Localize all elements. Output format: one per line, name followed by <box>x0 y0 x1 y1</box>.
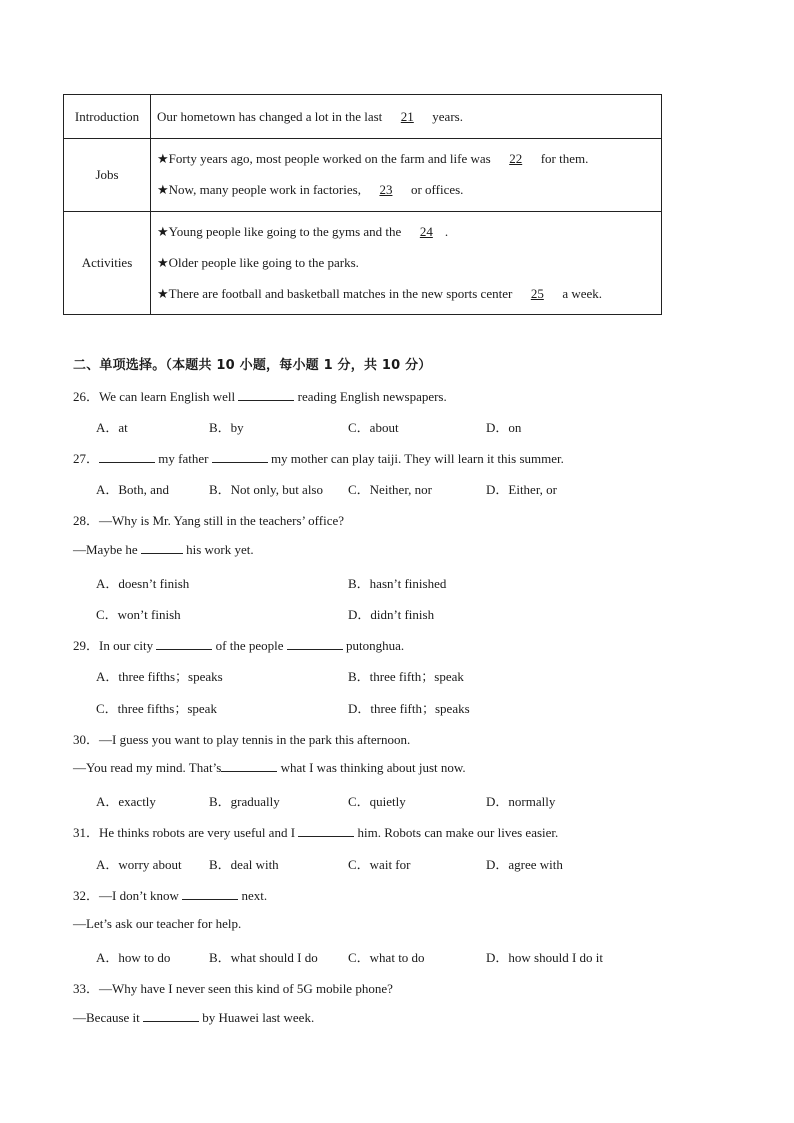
line-text: . <box>444 224 449 239</box>
option-d: D．three fifth；speaks <box>348 701 470 716</box>
option-a: A．exactly <box>96 794 156 809</box>
line-text: Our hometown has changed a lot in the last <box>157 109 383 124</box>
stem-text: what I was thinking about just now. <box>280 760 466 775</box>
answer-blank <box>182 889 238 900</box>
table-line <box>157 286 602 302</box>
stem-text: putonghua. <box>346 638 405 653</box>
answer-blank <box>141 543 183 554</box>
blank-23: 23 <box>379 182 393 197</box>
option-d: D．normally <box>486 794 556 809</box>
option-b: B．hasn’t finished <box>348 576 447 591</box>
stem-text: of the people <box>215 638 284 653</box>
question-26-stem <box>73 386 447 405</box>
line-text: years. <box>432 109 463 124</box>
blank-22: 22 <box>509 151 523 166</box>
line-text: ★Young people like going to the gyms and the <box>157 224 402 239</box>
answer-blank <box>298 826 354 837</box>
stem-text: 27． <box>73 451 100 466</box>
line-text: ★Now, many people work in factories, <box>157 182 361 197</box>
question-33-line2 <box>73 1010 314 1026</box>
stem-text: my mother can play taiji. They will learn it this summer. <box>270 451 564 466</box>
stem-text: him. Robots can make our lives easier. <box>357 825 559 840</box>
option-b: B．Not only, but also <box>209 482 323 497</box>
option-d: D．on <box>486 420 522 435</box>
question-29-stem <box>73 635 404 654</box>
stem-text: 31．He thinks robots are very useful and I <box>73 825 296 840</box>
question-27-stem <box>73 448 564 467</box>
stem-text: reading English newspapers. <box>297 389 447 404</box>
answer-blank <box>287 639 343 650</box>
option-c: C．what to do <box>348 950 425 965</box>
option-b: B．gradually <box>209 794 280 809</box>
stem-text: 32．—I don’t know <box>73 888 179 903</box>
option-a: A．Both, and <box>96 482 169 497</box>
table-line <box>157 224 448 240</box>
answer-blank <box>143 1011 199 1022</box>
stem-text: —Maybe he <box>73 542 138 557</box>
option-b: B．what should I do <box>209 950 318 965</box>
option-c: C．about <box>348 420 399 435</box>
table-line <box>157 255 359 271</box>
option-b: B．three fifth；speak <box>348 669 464 684</box>
line-text: ★There are football and basketball matches in the new sports center <box>157 286 513 301</box>
info-table <box>63 94 662 315</box>
option-c: C．three fifths；speak <box>96 701 217 716</box>
question-32-line1 <box>73 885 267 904</box>
option-c: C．wait for <box>348 857 411 872</box>
answer-blank <box>156 639 212 650</box>
option-a: A．three fifths；speaks <box>96 669 223 684</box>
option-c: C．won’t finish <box>96 607 181 622</box>
answer-blank <box>221 761 277 772</box>
line-text: ★Older people like going to the parks. <box>157 255 359 270</box>
blank-25: 25 <box>530 286 544 301</box>
answer-blank <box>99 452 155 463</box>
stem-text: next. <box>241 888 268 903</box>
stem-text: by Huawei last week. <box>202 1010 315 1025</box>
option-c: C．quietly <box>348 794 406 809</box>
line-text: a week. <box>562 286 603 301</box>
option-d: D．didn’t finish <box>348 607 435 622</box>
question-28-line2 <box>73 542 254 558</box>
option-a: A．at <box>96 420 128 435</box>
stem-text: his work yet. <box>186 542 254 557</box>
question-30-line1: 30．—I guess you want to play tennis in the park this afternoon. <box>73 732 411 747</box>
table-row-jobs <box>64 138 661 212</box>
line-text: or offices. <box>410 182 464 197</box>
row-label: Activities <box>64 211 151 315</box>
option-d: D．agree with <box>486 857 563 872</box>
answer-blank <box>212 452 268 463</box>
option-b: B．by <box>209 420 244 435</box>
option-a: A．worry about <box>96 857 182 872</box>
stem-text: my father <box>158 451 209 466</box>
stem-text: —Because it <box>73 1010 140 1025</box>
stem-text: 26．We can learn English well <box>73 389 236 404</box>
stem-text: 29．In our city <box>73 638 154 653</box>
row-label: Jobs <box>64 138 151 211</box>
table-line <box>157 182 463 198</box>
question-28-line1: 28．—Why is Mr. Yang still in the teachers’ office? <box>73 513 345 528</box>
table-row-introduction <box>64 95 661 139</box>
table-line <box>157 109 463 125</box>
answer-blank <box>238 390 294 401</box>
option-a: A．doesn’t finish <box>96 576 190 591</box>
line-text: for them. <box>540 151 589 166</box>
stem-text: —You read my mind. That’s <box>73 760 222 775</box>
blank-21: 21 <box>400 109 414 124</box>
line-text: ★Forty years ago, most people worked on the farm and life was <box>157 151 491 166</box>
option-b: B．deal with <box>209 857 279 872</box>
question-30-line2 <box>73 760 466 776</box>
option-c: C．Neither, nor <box>348 482 432 497</box>
option-a: A．how to do <box>96 950 171 965</box>
question-32-line2: —Let’s ask our teacher for help. <box>73 916 242 931</box>
row-label: Introduction <box>64 95 151 138</box>
table-line <box>157 151 588 167</box>
blank-24: 24 <box>419 224 433 239</box>
question-31-stem <box>73 822 558 841</box>
option-d: D．Either, or <box>486 482 557 497</box>
option-d: D．how should I do it <box>486 950 604 965</box>
table-row-activities <box>64 211 661 315</box>
section-title: 二、单项选择。（本题共 10 小题，每小题 1 分，共 10 分） <box>73 358 432 373</box>
question-33-line1: 33．—Why have I never seen this kind of 5G mobile phone? <box>73 981 393 996</box>
